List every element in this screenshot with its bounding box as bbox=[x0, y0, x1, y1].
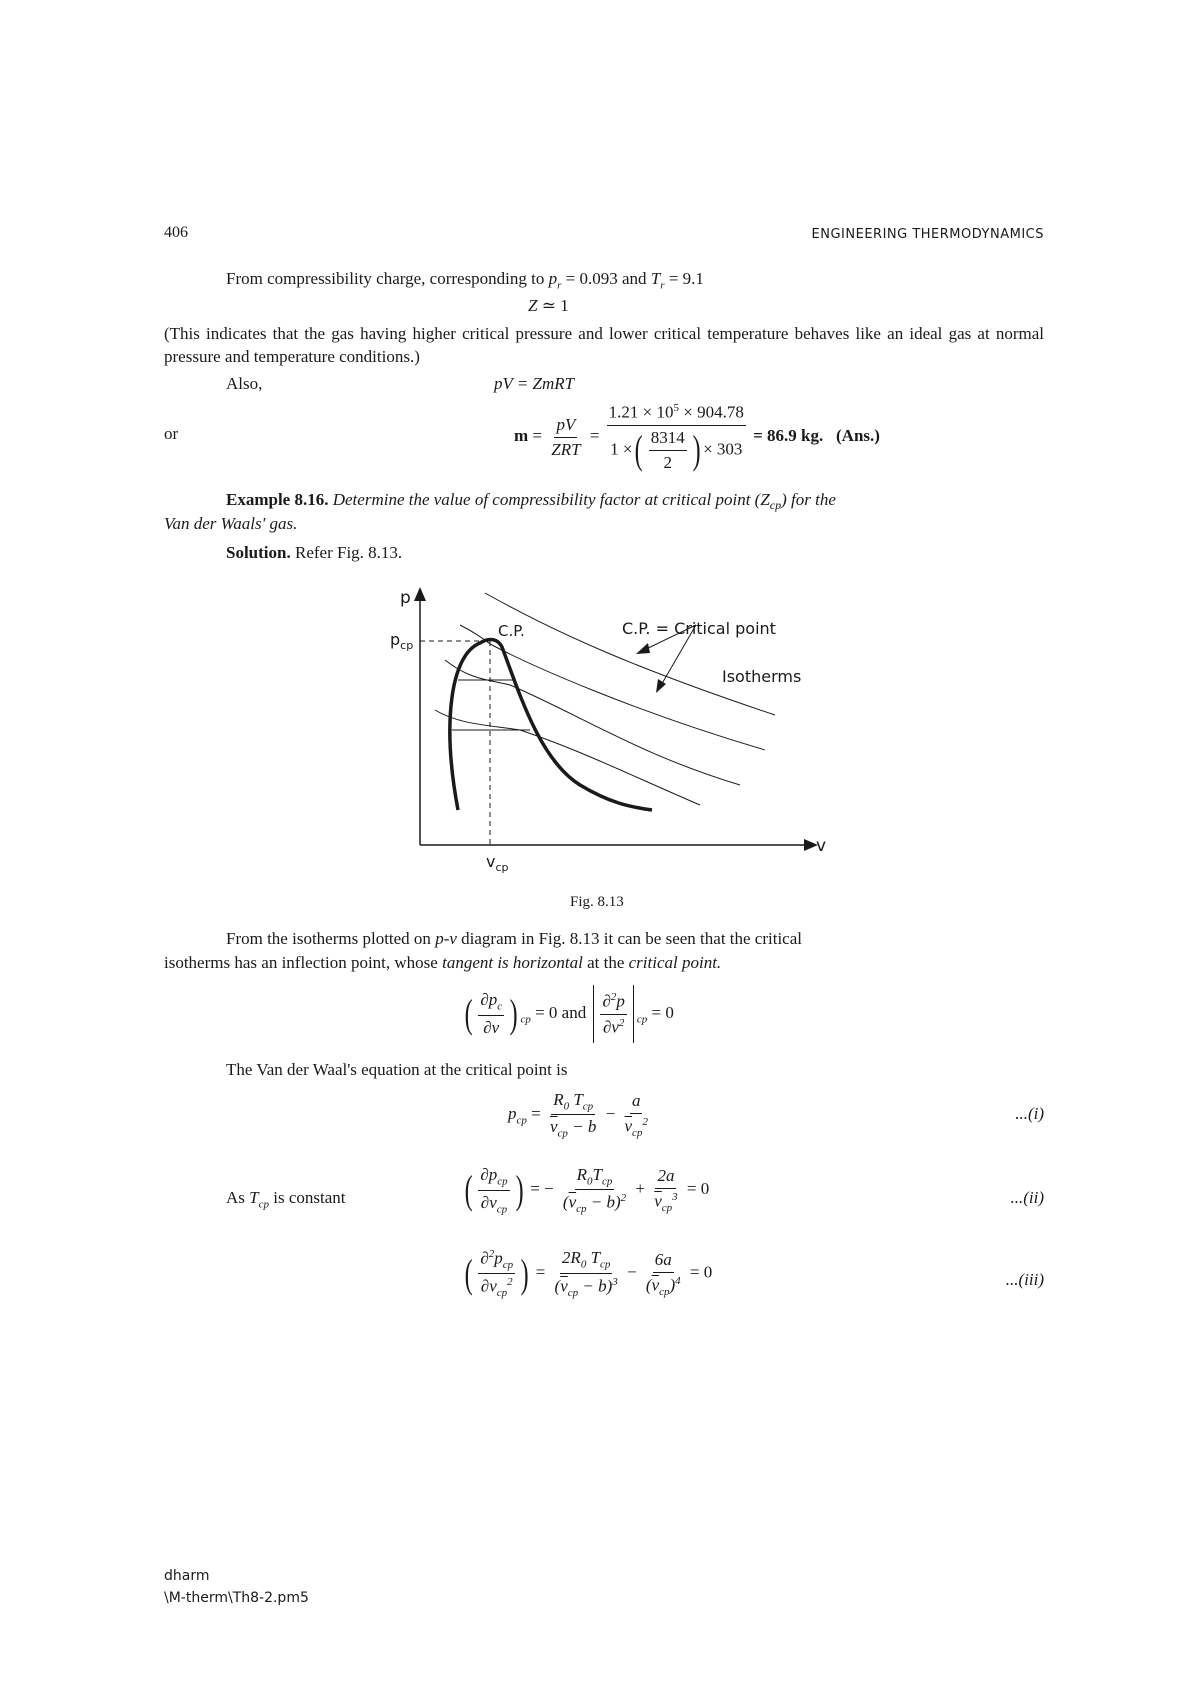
equation-number-iii: ...(iii) bbox=[1005, 1270, 1044, 1289]
example-heading: Example 8.16. Determine the value of compressibility factor at critical point $(Z_{cp})$ for the bbox=[226, 490, 836, 512]
eq-fragment: = 0 bbox=[651, 1002, 674, 1022]
text-fragment: isotherms has an inflection point, whose bbox=[164, 953, 438, 972]
p-axis-label: p bbox=[400, 588, 411, 608]
equation-i: $p_{cp}$ = $\frac{R_0 T_{cp}}{\overline{v}_{cp} - b}$ − $\frac{a}{\overline{v}_{cp}^2}$ bbox=[508, 1090, 648, 1140]
solution-line bbox=[226, 543, 402, 563]
example-text: ) for the bbox=[781, 490, 836, 509]
eq-fragment: 1.21 × 10 bbox=[608, 402, 674, 422]
also-label: Also, bbox=[226, 374, 263, 393]
text-fragment: at the bbox=[587, 953, 625, 972]
example-label: Example 8.16. bbox=[226, 490, 329, 509]
z-result: Z ≃ 1 bbox=[528, 296, 569, 315]
cp-label: C.P. bbox=[498, 622, 525, 640]
text-fragment: = 9.1 bbox=[668, 269, 704, 288]
eq-fragment: 2 bbox=[663, 452, 672, 472]
isotherms-label: Isotherms bbox=[722, 667, 802, 686]
eq-fragment: = 0 bbox=[689, 1262, 713, 1282]
legend-critical-point: C.P. = Critical point bbox=[622, 619, 776, 638]
footer-line2: \M-therm\Th8-2.pm5 bbox=[164, 1590, 309, 1606]
inflection-condition: ( $\frac{\partial p_c}{\partial v}$ ) $_{cp}$ = 0 and $\frac{\partial^2p}{\partial v^2}$ $_{cp}$ = 0 bbox=[462, 985, 674, 1043]
eq-fragment: × 904.78 bbox=[679, 402, 744, 422]
text-fragment: From compressibility charge, corresponding to bbox=[226, 269, 545, 288]
answer-label: (Ans.) bbox=[836, 426, 880, 446]
isotherm-3 bbox=[445, 660, 740, 785]
eq-fragment: 5 bbox=[673, 402, 679, 414]
pv-equation: pV = ZmRT bbox=[494, 374, 575, 393]
eq-fragment: 1 × bbox=[610, 439, 633, 459]
eq-fragment: × 303 bbox=[703, 439, 743, 459]
as-tcp-constant: As $T_{cp}$ is constant bbox=[226, 1188, 346, 1211]
vcp-label-main: v bbox=[486, 852, 496, 871]
text-fragment: is constant bbox=[273, 1188, 346, 1207]
isotherm-pointer-1-head bbox=[636, 643, 650, 654]
isotherm-1 bbox=[485, 593, 775, 715]
text-line-compressibility: From compressibility charge, corresponding to $p_r = 0.093$ and $T_r = 9.1$ bbox=[226, 269, 704, 292]
figure-caption: Fig. 8.13 bbox=[570, 894, 624, 910]
equation-iii: ( $\frac{\partial^2p_{cp}}{\partial v_{cp}^2}$ ) = $\frac{2R_0 T_{cp}}{(\overline{v}_{cp} - b)^3}$ − $\frac{6a}{(\overline{v}_{cp})^4}$ = 0 bbox=[464, 1248, 713, 1300]
text-fragment: diagram in Fig. 8.13 it can be seen that the critical bbox=[461, 929, 802, 948]
or-label: or bbox=[164, 424, 179, 443]
text-fragment: From the isotherms plotted on bbox=[226, 929, 431, 948]
vcp-label bbox=[486, 852, 509, 874]
paragraph-note: (This indicates that the gas having higher critical pressure and lower critical temperature behaves like an ideal gas at normal pressure and temperature conditions.) bbox=[164, 324, 1044, 366]
text-fragment: = 0.093 and bbox=[565, 269, 647, 288]
pcp-label-main: p bbox=[390, 630, 401, 649]
pcp-label bbox=[390, 630, 413, 652]
text-fragment: critical point. bbox=[628, 953, 722, 972]
example-text-cont: Van der Waals' gas. bbox=[164, 514, 298, 533]
isotherm-pointer-2-head bbox=[656, 679, 666, 693]
isotherm-paragraph-line1: From the isotherms plotted on p-v diagram in Fig. 8.13 it can be seen that the critical bbox=[226, 929, 802, 948]
z-result-value: ≃ 1 bbox=[541, 296, 569, 315]
mass-equation: m = $\frac{pV}{\text{ZRT}}$ = $1.21 \times 10^5 \times 904.78$ 1 ×( $\frac{8314}{2}$ ) × 303 = 86.9 kg. (Ans.) bbox=[514, 402, 880, 473]
v-axis-label: v bbox=[816, 836, 827, 856]
page-number: 406 bbox=[164, 224, 188, 241]
equation-number-ii: ...(ii) bbox=[1010, 1188, 1044, 1207]
mass-result: = 86.9 kg. bbox=[753, 426, 824, 446]
eq-fragment: = 0 and bbox=[535, 1002, 587, 1022]
vcp-label-sub: cp bbox=[495, 861, 509, 875]
isotherm-critical bbox=[460, 625, 765, 750]
vdw-intro: The Van der Waal's equation at the critical point is bbox=[226, 1060, 568, 1079]
eq-fragment: = 0 bbox=[686, 1179, 710, 1199]
running-title: ENGINEERING THERMODYNAMICS bbox=[811, 227, 1044, 242]
isotherm-4 bbox=[435, 710, 700, 805]
equation-number-i: ...(i) bbox=[1015, 1104, 1044, 1123]
isotherm-paragraph-line2 bbox=[164, 953, 721, 973]
pcp-label-sub: cp bbox=[400, 639, 414, 653]
solution-text: Refer Fig. 8.13. bbox=[294, 543, 403, 562]
p-axis-arrow bbox=[414, 587, 426, 601]
solution-label: Solution. bbox=[226, 543, 291, 562]
text-fragment: tangent is horizontal bbox=[442, 953, 583, 972]
eq-fragment: 8314 bbox=[649, 428, 687, 451]
equation-ii: ( $\frac{\partial p_{cp}}{\partial v_{cp}}$ ) = − $\frac{R_0T_{cp}}{(\overline{v}_{cp} - b)^2}$ + $\frac{2a}{\overline{v}_{cp}^3}$ = 0 bbox=[464, 1165, 710, 1216]
footer-line1: dharm bbox=[164, 1568, 210, 1584]
example-text: Determine the value of compressibility factor at critical point (Z bbox=[332, 490, 770, 509]
